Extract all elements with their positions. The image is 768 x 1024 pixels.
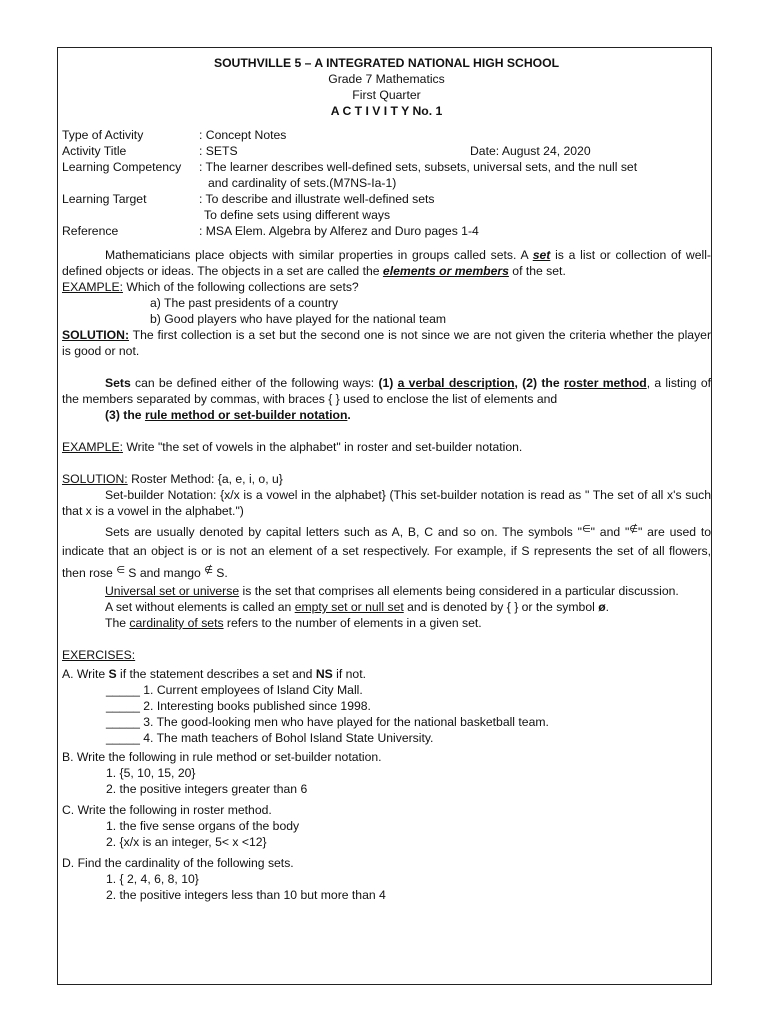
empty-end: . — [605, 600, 610, 614]
empty-t1: A set without elements is called an — [105, 600, 295, 614]
ways-end: . — [347, 408, 351, 422]
exercise-c-item: 2. {x/x is an integer, 5< x <12} — [106, 835, 267, 849]
intro-paragraph — [62, 247, 711, 279]
empty-paragraph — [62, 599, 711, 615]
not-element-of-icon: ∉ — [629, 524, 638, 535]
solution1-label: SOLUTION: — [62, 328, 130, 342]
example1-option-b: b) Good players who have played for the national team — [150, 312, 447, 326]
term-set: set — [532, 248, 551, 262]
meta-competency-label: Learning Competency — [62, 160, 182, 174]
meta-competency — [62, 159, 711, 175]
solution1-text: The first collection is a set but the second one is not since we are not given the criteria whether the player is good or not. — [62, 328, 711, 358]
ex-a-ns: NS — [315, 667, 333, 681]
symbols-t2: " and " — [590, 525, 630, 539]
intro-text-b: is a list or collection of well-defined objects or ideas. The objects in a set are called the — [62, 248, 711, 278]
ex-a-t3: if not. — [332, 667, 366, 681]
example1-label: EXAMPLE: — [62, 280, 123, 294]
cardinality-paragraph — [62, 615, 711, 631]
solution2-builder: Set-builder Notation: {x/x is a vowel in the alphabet} (This set-builder notation is read as " The set of all x's such that x is a vowel in the alphabet.") — [62, 488, 711, 518]
meta-title — [62, 143, 711, 159]
example1-option-a: a) The past presidents of a country — [150, 296, 339, 310]
school-name: SOUTHVILLE 5 – A INTEGRATED NATIONAL HIGH SCHOOL — [213, 56, 560, 70]
example2-label: EXAMPLE: — [62, 440, 123, 454]
grade-subject: Grade 7 Mathematics — [328, 72, 445, 86]
ways-paragraph — [62, 375, 711, 407]
element-of-icon: ∈ — [581, 524, 591, 535]
solution2-roster-text: Roster Method: {a, e, i, o, u} — [127, 472, 283, 486]
term-universal: Universal set or universe — [105, 584, 240, 598]
empty-set-icon: ø — [598, 600, 606, 614]
exercise-a-item: _____ 2. Interesting books published since 1998. — [106, 699, 371, 713]
meta-target-cont — [62, 207, 711, 223]
universal-text: is the set that comprises all elements being considered in a particular discussion. — [239, 584, 679, 598]
activity-sheet — [62, 55, 711, 903]
exercise-a-title — [62, 666, 711, 682]
ways-n1: (1) — [378, 376, 398, 390]
cardinality-t2: refers to the number of elements in a given set. — [223, 616, 482, 630]
cardinality-t1: The — [105, 616, 130, 630]
meta-reference — [62, 223, 711, 239]
empty-t2: and is denoted by { } or the symbol — [403, 600, 599, 614]
ways-n2: , (2) the — [514, 376, 564, 390]
activity-number: A C T I V I T Y No. 1 — [330, 104, 443, 118]
symbols-t3: " are used to indicate that an object is or is not an element of a set respectively. For example, if S represents the set of all flowers, then rose — [62, 525, 711, 580]
meta-target-value2: To define sets using different ways — [204, 208, 391, 222]
solution2-label: SOLUTION: — [62, 472, 128, 486]
exercise-d-title: D. Find the cardinality of the following sets. — [62, 856, 294, 870]
symbols-t1: Sets are usually denoted by capital letters such as A, B, C and so on. The symbols " — [105, 525, 582, 539]
exercise-b-title: B. Write the following in rule method or set-builder notation. — [62, 750, 382, 764]
exercise-a-item: _____ 4. The math teachers of Bohol Island State University. — [106, 731, 434, 745]
symbols-t4: S and mango — [124, 566, 205, 580]
term-roster: roster method — [563, 376, 647, 390]
meta-competency-value: : The learner describes well-defined sets, subsets, universal sets, and the null set — [199, 160, 638, 174]
universal-paragraph — [62, 583, 711, 599]
example1-text: Which of the following collections are sets? — [122, 280, 359, 294]
ways-t1: can be defined either of the following ways: — [130, 376, 379, 390]
meta-target — [62, 191, 711, 207]
exercise-d-item: 2. the positive integers less than 10 but more than 4 — [106, 888, 386, 902]
meta-title-value: : SETS — [199, 144, 238, 158]
exercise-c-title: C. Write the following in roster method. — [62, 803, 272, 817]
example2 — [62, 439, 711, 455]
symbols-paragraph — [62, 520, 711, 583]
meta-reference-label: Reference — [62, 224, 119, 238]
ways-n3: (3) the — [105, 408, 145, 422]
ways-sets: Sets — [105, 376, 131, 390]
ex-a-t1: A. Write — [62, 667, 109, 681]
exercise-b-item: 1. {5, 10, 15, 20} — [106, 766, 196, 780]
term-cardinality: cardinality of sets — [129, 616, 224, 630]
example2-text: Write "the set of vowels in the alphabet" in roster and set-builder notation. — [122, 440, 523, 454]
example1-question — [62, 279, 711, 295]
exercises-title: EXERCISES: — [62, 648, 136, 662]
term-verbal: a verbal description — [397, 376, 515, 390]
meta-reference-value: : MSA Elem. Algebra by Alferez and Duro pages 1-4 — [199, 224, 479, 238]
meta-target-label: Learning Target — [62, 192, 147, 206]
exercise-a-item: _____ 1. Current employees of Island City Mall. — [106, 683, 363, 697]
ex-a-t2: if the statement describes a set and — [116, 667, 316, 681]
ex-a-s: S — [108, 667, 117, 681]
term-elements: elements or members — [382, 264, 509, 278]
meta-target-value: : To describe and illustrate well-defined sets — [199, 192, 435, 206]
quarter: First Quarter — [352, 88, 421, 102]
element-of-icon-2: ∈ — [116, 565, 125, 576]
meta-type-label: Type of Activity — [62, 128, 144, 142]
exercise-c-item: 1. the five sense organs of the body — [106, 819, 300, 833]
meta-title-label: Activity Title — [62, 144, 127, 158]
term-empty: empty set or null set — [294, 600, 404, 614]
not-element-of-icon-2: ∉ — [204, 565, 213, 576]
exercise-a-item: _____ 3. The good-looking men who have played for the national basketball team. — [106, 715, 549, 729]
solution2-roster — [62, 471, 711, 487]
meta-competency-cont — [62, 175, 711, 191]
ways-t2: , a listing of the members separated by commas, with braces { } used to enclose the list of elements and — [62, 376, 711, 406]
meta-competency-value2: and cardinality of sets.(M7NS-Ia-1) — [208, 176, 397, 190]
symbols-t5: S. — [212, 566, 228, 580]
ways-third — [62, 407, 711, 423]
meta-type-value: : Concept Notes — [199, 128, 287, 142]
intro-text-c: of the set. — [508, 264, 566, 278]
term-rule: rule method or set-builder notation — [144, 408, 348, 422]
meta-date: Date: August 24, 2020 — [470, 144, 591, 158]
exercise-d-item: 1. { 2, 4, 6, 8, 10} — [106, 872, 199, 886]
exercise-b-item: 2. the positive integers greater than 6 — [106, 782, 308, 796]
solution1 — [62, 327, 711, 359]
intro-text-a: Mathematicians place objects with similar properties in groups called sets. A — [105, 248, 533, 262]
meta-type — [62, 127, 711, 143]
